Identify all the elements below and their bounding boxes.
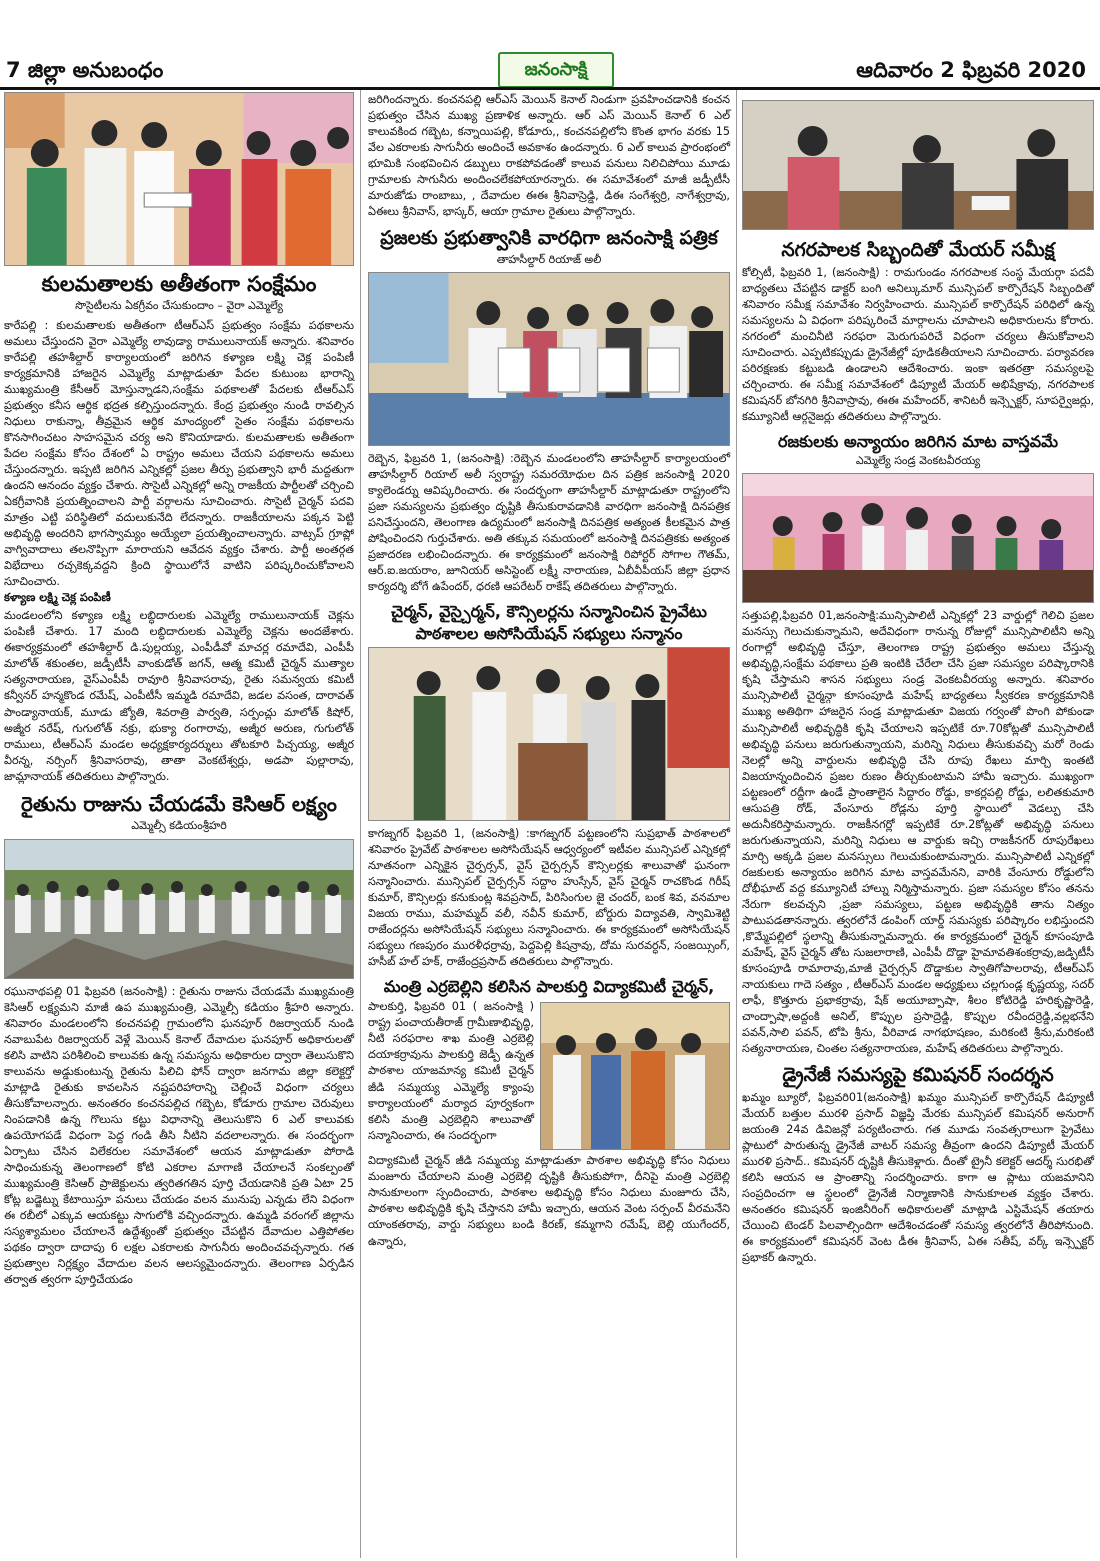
article-calendar-body: రెబ్బెన, ఫిబ్రవరి 1, (జనంసాక్షి) :రెబ్బెన మండలంలోని తాహసీల్దార్ కార్యాలయంలో తాహసీల్దార్ రియాల్ అలీ స్వరాష్ట్ర సమరయోధుల దిన పత్రిక జనంసాక్షి 2020 క్యాలెండర్ను ఆవిష్కరించారు. ఈ సందర్భంగా తాహసీల్దార్ మాట్లాడుతూ రాష్ట్రంలోని ప్రజా సమస్యలను ప్రభుత్వం దృష్టికి తీసుకురావడానికి వారధిగా జనంసాక్షి దినపత్రిక పనిచేస్తుందని, తెలంగాణ ఉద్యమంలో జనంసాక్షి దినపత్రిక అత్యంత కీలకమైన పాత్ర పోషించిందని గుర్తుచేశారు. అతి తక్కువ సమయంలో జనంసాక్షి దినపత్రికకు అత్యంత ప్రజాదరణ లభించిందన్నారు. ఈ కార్యక్రమంలో జనంసాక్షి రిపోర్టర్ సోగాల గౌతమ్, ఆర్.ఐ.జయరాం, జూనియర్ అసిస్టెంట్ లక్ష్మీ నారాయణ, ఏబీవీపీయస్ జిల్లా ప్రధాన కార్యదర్శి బోగే ఉపేందర్, ధరణి ఆపరేటర్ రాకేష్ తదితరులు పాల్గొన్నారు. xyxy=(368,451,730,594)
masthead-logo: జనంసాక్షి xyxy=(498,52,614,88)
headline-farmer: రైతును రాజును చేయడమే కెసిఆర్ లక్ష్యం xyxy=(21,791,337,816)
byline-welfare: సొసైటీలను ఏకగ్రీవం చేసుకుందాం – వైరా ఎమ్మెల్యే xyxy=(75,299,283,313)
page-label: 7 జిల్లా అనుబంధం xyxy=(6,58,164,82)
headline-private-schools-2: పాఠశాలల అసోసియేషన్ సభ్యులు సన్మానం xyxy=(415,623,683,643)
canal-inspection-photo xyxy=(4,839,354,979)
column-divider xyxy=(360,90,361,1558)
article-felicitation-body: కాగజ్నగర్ ఫిబ్రవరి 1, (జనంసాక్షి) :కాగజ్నగర్ పట్టణంలోని సుప్రభాత్ పాఠశాలలో శనివారం ప్రైవేట్ పాఠశాలల అసోసియేషన్ ఆధ్వర్యంలో ఇటీవల మున్సిపల్ ఎన్నికల్లో నూతనంగా ఎన్నికైన చైర్పర్సన్, వైస్ చైర్పర్సన్ కౌన్సిలర్లకు శాలువాతో ఘనంగా సన్మానించారు. మున్సిపల్ చైర్పర్సన్ సద్దాం హుస్సేన్, వైస్ చైర్మన్ రాచకొండ గిరీష్ కుమార్, కౌన్సిలర్లు కనుకుంట్ల శివప్రసాద్, పిరిసింగుల జై చందర్, బంక శివ, వనమాల విజయ రాము, మహమ్మద్ వలీ, నవీన్ కుమార్, బోర్డురు విద్యావతి, స్వామిశెట్టి రాజేందర్లను అసోసియేషన్ సభ్యులు సన్మానించారు. ఈ కార్యక్రమంలో అసోసియేషన్ సభ్యులు గణపురం మురళీధర్రావు, పెద్దపెల్లి కిషన్రావు, దోమ సురవర్ధన్, సంజయ్సింగ్, హసీబ్ హల్ హక్, రాజేంద్రప్రసాద్ తదితరులు పాల్గొన్నారు. xyxy=(368,826,730,969)
headline-rajakulu: రజకులకు అన్యాయం జరిగిన మాట వాస్తవమే xyxy=(778,432,1058,451)
article-palakurthi-body: విద్యాకమిటీ చైర్మన్ జీడి సమ్మయ్య మాట్లాడుతూ పాఠశాల అభివృద్ధి కోసం నిధులు మంజూరు చేయాలని మంత్రి ఎర్రబెల్లి దృష్టికి తీసుకుపోగా, దీనిపై మంత్రి ఎర్రబెల్లి సానుకూలంగా స్పందించారు, పాఠశాల అభివృద్ధి కోసం నిధులు మంజూరు చేసి, పాఠశాల అభివృద్ధికి కృషి చేస్తానని హామీ ఇచ్చారు, ఆయన వెంట సర్పంచ్ వీరమనేని యాంకతరావు, వార్డు సభ్యులు బండి కిరణ్, కమ్మగాని రమేష్, బెల్లి యుగేందర్, ఉన్నారు, xyxy=(368,1154,730,1248)
column-2 xyxy=(368,92,730,1250)
column-3 xyxy=(742,92,1094,1266)
headline-private-schools-1: చైర్మన్, వైస్చైర్మన్, కౌన్సిలర్లను సన్మానించిన ప్రైవేటు xyxy=(391,602,707,622)
headline-palakurthi: మంత్రి ఎర్రబెల్లిని కలిసిన పాలకుర్తి విద్యాకమిటీ చైర్మన్, xyxy=(383,977,715,997)
headline-drainage: డ్రైనేజీ సమస్యపై కమిషనర్ సందర్శన xyxy=(782,1063,1054,1086)
article-farmer-body: రఘునాథపల్లి 01 ఫిబ్రవరి (జనంసాక్షి) : రైతును రాజును చేయడమే ముఖ్యమంత్రి కెసిఆర్ లక్ష్యమని మాజీ ఉప ముఖ్యమంత్రి, ఎమ్మెల్సీ కడియం శ్రీహరి అన్నారు. శనివారం మండలంలోని కంచనపల్లి గ్రామంలోని ఘనపూర్ రిజర్వాయర్ నుండి నవాబుపేట రిజర్వాయర్ వెళ్లే మెయిన్ కెనాల్ దేవాదుల ఘనపూర్ అధికారులతో కలిసి వాటిని పరిశీలించి కాలువకు ఉన్న సమస్యను అధికారుల ద్వారా తెలుసుకొని కాలువను అడ్డుకుంటున్న రైతును పిలిచి ఫోన్ ద్వారా జనగామ జిల్లా కలెక్టర్తో మాట్లాడి రైతుకు కావలసిన నష్టపరిహారాన్ని చెల్లించే విధంగా చర్యలు తీసుకోవాలన్నారు. అనంతరం కంచనపల్లిచ గబ్బెట, కోడూరు గ్రామాల చెరువులు నింపడానికి ఉన్న గొలుసు కట్టు విధానాన్ని తెలుసుకొని 6 ఎల్ కాలువకు ఉపయోగపడే విధంగా పెద్ద గండి తీసి నీటిని వదలాలన్నారు. ఈ సందర్భంగా ఏర్పాటు చేసిన విలేకరుల సమావేశంలో ఆయన మాట్లాడుతూ పోరాడి సాధించుకున్న తెలంగాణలో కోటి ఎకరాల మాగాణి చేయాలనే సంకల్పంతో ముఖ్యమంత్రి కెసిఆర్ ప్రాజెక్టులను త్వరితగతిన పూర్తి చేయడానికి ప్రతి ఏటా 25 కోట్ల బడ్జెట్ను కేటాయిస్తూ పనులు చేయడం వలన మునుపు ఎన్నడు లేని విధంగా ఈ రబీలో ఎక్కువ ఆయకట్టు సాగులోకి వచ్చిందన్నారు. ఉమ్మడి వరంగల్ జిల్లాను సస్యశ్యామలం చేయాలనే ఉద్దేశ్యంతో ప్రభుత్వం చేపట్టిన దేవాదుల ఎత్తిపోతల పథకం ద్వారా దాదాపు 6 లక్షల ఎకరాలకు సాగునీరు అందించవచ్చన్నారు. గత ప్రభుత్వాల నిర్లక్ష్యం వేదాదుల వలన ఆలస్యమైందన్నారు. తెలంగాణ ఏర్పడిన తర్వాత త్వరగా పూర్తిచేయడం xyxy=(4,984,354,1286)
subhead-kalyana-lakshmi: కళ్యాణ లక్ష్మి చెక్ల పంపిణీ xyxy=(4,591,111,605)
article-welfare-body: కారేపల్లి : కులమతాలకు అతీతంగా టీఆర్ఎస్ ప్రభుత్వం సంక్షేమ పథకాలను అమలు చేస్తుందని వైరా ఎమ్మెల్యే లావుడ్యా రాములునాయక్ అన్నారు. శనివారం కారేపల్లి తహశీల్దార్ కార్యాలయంలో జరిగిన కళ్యాణ లక్ష్మి చెక్ల పంపిణీ కార్యక్రమానికి హాజరైన ఎమ్మెల్యే మాట్లాడుతూ పేదల కుటుంబ భారాన్ని ముఖ్యమంత్రి కేసీఆర్ మోస్తున్నాడని,సంక్షేమ పథకాలతో పేదలకు టీఆర్ఎస్ ప్రభుత్వం కనీస ఆర్థిక భద్రత కల్పిస్తుందన్నారు. కేంద్ర ప్రభుత్వం నుండి రావల్సిన నిధులు రాకున్నా, తీవ్రమైన ఆర్థిక మాంద్యంలో సైతం సంక్షేమ పథకాలను కొనసాగించటం సాహసమైన చర్య అని కొనియాడారు. కులమతాలకు అతీతంగా పేదల సంక్షేమ కోసం దేశంలో ఏ రాష్ట్రం అమలు చేయని పథకాలను అమలు చేస్తుందన్నారు. ఇప్పటి జరిగిన ఎన్నికల్లో ప్రజల తీర్పు ప్రభుత్వాని భారీ మద్దతుగా ఉందని ఆనందం వ్యక్తం చేశారు. సొసైటీ ఎన్నికల్లో అన్ని రాజకీయ పార్టీలతో చర్చించి ఏకగ్రీవానికి ప్రయత్నించాలని పార్టీ వర్గాలను సూచించారు. సొసైటీ చైర్మన్ పదవి మాత్రం ఎట్టి పరిస్థితిలో వదులుకునేది లేదన్నారు. రాజకీయాలను పక్కన పెట్టి అభివృద్ధి అందరిని భాగస్వామ్యం అయ్యేలా ప్రయత్నించాలన్నారు. వాట్సప్ గ్రూప్లో వాగ్వివాదాలు తలనొప్పిగా మారాయని ఆవేదన వ్యక్తం చేశారు. పార్టీ అంతర్గత విభేదాలు రచ్చకెక్కవద్దని క్రింది స్థాయిలోనే వాటిని పరిష్కరించుకోవాలని సూచించారు. xyxy=(4,319,354,589)
page-header xyxy=(0,0,1100,86)
article-drainage-body: ఖమ్మం బ్యూరో, ఫిబ్రవరి01(జనంసాక్షి) ఖమ్మం మున్సిపల్ కార్పొరేషన్ డిప్యూటీ మేయర్ బత్తుల మురళి ప్రసాద్ విజ్ఞప్తి మేరకు మున్సిపల్ కమిషనర్ అనురాగ్ జయంతి 24వ డివిజన్లో పర్యటించారు. గత మూడు సంవత్సరాలుగా ప్రైవేటు ప్లాటులో పారుతున్న డ్రైనేజీ వాటర్ సమస్య తీవ్రంగా ఉందని డిప్యూటీ మేయర్ మురళి ప్రసాద్.. కమిషనర్ దృష్టికి తీసుకెళ్లారు. దీంతో ట్రైనీ కలెక్టర్ ఆదర్శ్ సురభితో కలిసి ఆయన ఆ ప్రాంతాన్ని సందర్శించారు. కాగా ఆ ప్లాటు యజమానిని సంప్రదించగా ఆ స్థలంలో డ్రైనేజీ నిర్మాణానికి సానుకూలత వ్యక్తం చేశారు. అనంతరం కమిషనర్ ఇంజినీరింగ్ అధికారులతో మాట్లాడి ఎస్టిమేషన్ తయారు చేయించి టెండర్ పిలవాల్సిందిగా ఆదేశించడంతో సమస్య త్వరలోనే తీరిపోనుంది. ఈ కార్యక్రమంలో కమిషనర్ వెంట డీఈ శ్రీనివాస్, ఏఈ సతీష్, వర్క్ ఇన్స్పెక్టర్ ప్రభాకర్ ఉన్నారు. xyxy=(742,1090,1094,1264)
mayor-review-photo xyxy=(742,100,1094,230)
header-rule xyxy=(0,87,1100,90)
column-divider xyxy=(736,90,737,1558)
headline-janamsakshi-bridge: ప్రజలకు ప్రభుత్వానికి వారధిగా జనంసాక్షి పత్రిక xyxy=(380,227,718,250)
calendar-release-photo xyxy=(368,272,730,446)
article-palakurthi-lead: పాలకుర్తి, ఫిబ్రవరి 01 ( జనంసాక్షి ) రాష్ట్ర పంచాయతీరాజ్ గ్రామీణాభివృద్ధి, నీటి సరఫరాల శాఖ మంత్రి ఎర్రబెల్లి దయాకర్రావును పాలకుర్తి జెడ్పీ ఉన్నత పాఠశాల యాజమాన్య కమిటీ చైర్మన్ జీడి సమ్మయ్య ఎమ్మెల్యే క్యాంపు కార్యాలయంలో మర్యాద పూర్వకంగా కలిసి మంత్రి ఎర్రబెల్లిని శాలువాతో సన్మానించారు, ఈ సందర్భంగా xyxy=(368,1000,534,1142)
article-farmer-continued: జరిగిందన్నారు. కంచనపల్లి ఆర్ఎస్ మెయిన్ కెనాల్ నిండుగా ప్రవహించడానికి కంచన ప్రభుత్వం చేసిన ముఖ్య ప్రణాళిక అన్నారు. ఆర్ ఎస్ మెయిన్ కెనాల్ 6 ఎల్ కాలువకింద గబ్బెట, కన్నాయిపల్లి, కోడూరు,, కంచనపల్లిలోని కొంత భాగం వరకు 15 వేల ఎకరాలకు సాగునీరు అందించే అవకాశం ఉందన్నారు. 6 ఎల్ కాలువ ప్రారంభంలో భూమికి సంభవించిన డబ్బులు రాకపోవడంతో కాలువ పనులు నిలిచిపోయి మూడు గ్రామాలకు సాగునీరు అందించలేకపోయారన్నారు. ఈ సమావేశంలో మాజీ జడ్పీటీసీ మారుజోడు రాంబాబు, , దేవాదుల ఈఈ శ్రీనివాస్రెడ్డి, డిఈ సంగేశ్వర్రి, నాగేశ్వర్రావు, ఏఈలు శ్రీనివాస్, భాస్కర్, ఆయా గ్రామాల రైతులు పాల్గొన్నారు. xyxy=(368,93,730,219)
byline-sandra: ఎమ్మెల్యే సండ్ర వెంకటవీరయ్య xyxy=(855,454,981,468)
minister-meeting-photo xyxy=(540,1002,730,1150)
felicitation-photo xyxy=(368,647,730,821)
article-rajakulu-body: సత్తుపల్లి,ఫిబ్రవరి 01,జనంసాక్షి:మున్సిపాలిటీ ఎన్నికల్లో 23 వార్డుల్లో గెలిచి ప్రజల మనస్సు గెలుచుకున్నామని, అదేవిధంగా రానున్న రోజుల్లో మున్సిపాలిటీని అన్ని రంగాల్లో అభివృద్ధి చేస్తూ, తెలంగాణ రాష్ట్ర ప్రభుత్వం అమలు చేస్తున్న అభివృద్ధి,సంక్షేమ పథకాలు ప్రతి ఇంటికి చేరేలా చేసి ప్రజా సమస్యల పరిష్కారానికి కృషి చేస్తామని శాసన సభ్యులు సండ్ర వెంకటవీరయ్య అన్నారు. శనివారం మున్సిపాలిటీ చైర్మన్గా కూసంపూడి మహేష్ బాధ్యతలు స్వీకరణ కార్యక్రమానికి ముఖ్య అతిథిగా హాజరైన సండ్ర మాట్లాడుతూ విజయ గర్వంతో పొంగి పోకుండా మున్సిపాలిటీ అభివృద్ధికి కృషి చేయాలని ఇప్పటికే రూ.70కోట్లతో మున్సిపాలిటీ అభివృద్ధి పనులు జరుగుతున్నాయని, మరిన్ని నిధులు తీసుకువచ్చి మరో రెండు నెలల్లో అన్ని వార్డులను అభివృద్ధి చేసి రూపు రేఖలు మార్చి ఇంతటి విజయాన్నందించిన ప్రజల రుణం తీర్చుకుంటామని హామీ ఇచ్చారు. ముఖ్యంగా పట్టణంలో రద్దీగా ఉండే ప్రాంతాలైన సిద్దారం రోడ్డు, కాకర్లపల్లి రోడ్డు, లలితకుమారి ఆసుపత్రి రోడ్, వేంసూరు రోడ్లను పూర్తి స్థాయిలో వెడల్పు చేసి అదునీకరిస్తామన్నారు. రాజకీనగర్లో ఇప్పటికే రూ.2కోట్లతో అభివృద్ధి పనులు జరుగుతున్నాయని, మరిన్ని నిధులు ఆ వార్డుకు ఇచ్చి రాజకీనగర్ రూపురేఖలు మార్చి అక్కడి ప్రజల మనస్సులు గెలుచుకుంటామన్నారు. మున్సిపాలిటీ ఎన్నికల్లో రజకులకు అన్యాయం జరిగిన మాట వాస్తవమేనని, వారికి వేంసూరు రోడ్డులోని దోభీఘాట్ వద్ద కమ్యూనిటీ హాల్ను నిర్మిస్తామన్నారు. ప్రజా సమస్యల కోసం తనను నేరుగా కలవచ్చని ,ప్రజా సమస్యలు, పట్టణ అభివృద్ధికి తాను నిత్యం పాటుపడతానన్నారు. త్వరలోనే డంపింగ్ యార్డ్ సమస్యకు పరిష్కారం లభిస్తుందని ,కొమ్మేపల్లిలో స్థలాన్ని తీసుకున్నామన్నారు. ఈ కార్యక్రమంలో చైర్మన్ కూసంపూడి మహేష్, వైస్ చైర్మన్ తోట సుజలారాణి, ఎంపీపీ దొడ్డా హైమావతిశంకర్రావు,జడ్పిటీసీ కూసంపూడి రామారావు,మాజీ చైర్పర్సన్ దొడ్డాకుల స్వాతిగోపాలరావు, టీఆర్ఎస్ నాయకులు గాదె సత్యం , టీఆర్ఎస్ మండల అధ్యక్షులు చల్లగుండ్ల కృష్ణయ్య, సదర్ లాఫీ, కొత్తూరు ప్రభాకర్రావు, షేక్ అయూబ్పాషా, శీలం కోటిరెడ్డి హరికృష్ణారెడ్డి, చాంద్పాషా,అద్దంకి అనిల్, కొప్పుల ప్రసాద్రెడ్డి, కొప్పుల రవీందర్రెడ్డి,వల్లభనేని పవన్,సాలి పవన్, టోపి శ్రీను, వీరివాడ నాగభూషణం, మరికంటి శ్రీను,మరికంటి సత్యనారాయణ, చింతల సత్యనారాయణ, మహేష్ తదితరులు పాల్గొన్నారు. xyxy=(742,609,1094,1055)
headline-mayor-review: నగరపాలక సిబ్బందితో మేయర్ సమీక్ష xyxy=(781,239,1055,261)
headline-welfare: కులమతాలకు అతీతంగా సంక్షేమం xyxy=(41,272,317,296)
issue-date: ఆదివారం 2 ఫిబ్రవరి 2020 xyxy=(856,58,1086,82)
cheque-distribution-photo xyxy=(4,92,354,266)
article-mayor-body: కోల్సిటీ, ఫిబ్రవరి 1, (జనంసాక్షి) : రామగుండం నగరపాలక సంస్థ మేయర్గా పదవీ బాధ్యతలు చేపట్టిన డాక్టర్ బంగి అనిల్కుమార్ మున్సిపల్ కార్పొరేషన్ సిబ్బందితో శనివారం సమీక్ష సమావేశం నిర్వహించారు. మున్సిపల్ కార్పొరేషన్ పరిధిలో ఉన్న సమస్యలను ఏ విధంగా పరిష్కరించే మార్గాలను చూపాలని అధికారులను కోరారు. నగరంలో మంచినీటి సరఫరా మెరుగుపరిచే విధంగా చర్యలు తీసుకోవాలని సూచించారు. ఎప్పటికప్పుడు డ్రైనేజీల్లో పూడికతీయాలని సూచించారు. పర్యావరణ పరిరక్షణకు కట్టుబడి ఉండాలని ఆదేశించారు. ఇంకా ఇతరత్రా సమస్యలపై చర్చించారు. ఈ సమీక్ష సమావేశంలో డిప్యూటీ మేయర్ అభిషేక్రావు, నగరపాలక కమిషనర్ బోనగిరి శ్రీనివాస్రావు, ఈఈ మహేందర్, శానిటరీ ఇన్స్పెక్టర్, సూపర్వైజర్లు, కమ్యూనిటీ ఆర్గనైజర్లు తదితరులు పాల్గొన్నారు. xyxy=(742,265,1094,423)
palakurthi-block xyxy=(368,999,730,1153)
chairman-ceremony-photo xyxy=(742,473,1094,603)
byline-farmer: ఎమ్మెల్సీ కడియంశ్రీహరి xyxy=(131,818,227,832)
article-welfare-body-2: మండలంలోని కళ్యాణ లక్ష్మి లబ్ధిదారులకు ఎమ్మెల్యే రాములునాయక్ చెక్లను పంపిణీ చేశారు. 17 మంది లబ్ధిదారులకు ఎమ్మెల్యే చెక్లను అందజేశారు. ఈకార్యక్రమంలో తహశీల్దార్ డి.పుల్లయ్య, ఎంపీడీవో మాచర్ల రమాదేవి, ఎంపీపీ మాలోత్ శకుంతల, జడ్పీటీసీ వాంకుడోత్ జగన్, ఆత్మ కమిటీ చైర్మన్ ముత్యాల సత్యనారాయణ, వైస్ఎంపీపీ రావూరి శ్రీనివాసరావు, రైతు సమన్వయ కమిటీ కన్వీనర్ హన్మకొండ రమేష్, ఎంపీటీసీ ఇమ్మడి రమాదేవి, జడల వసంత, దారావత్ పాండ్యానాయక్, మూడు జ్యోతి, శివరాత్రి పార్వతి, సర్పంచ్లు మాలోత్ కిషోర్, అజ్మీర నరేష్, గుగులోత్ నక్రు, భుక్యా రంగారావు, అజ్మీర అరుణ, గుగులోత్ రాములు, టీఆర్ఎస్ మండల అధ్యక్షకార్యదర్శులు తోటకూరి పిచ్చయ్య, అజ్మీర వీరన్న, నర్సింగ్ శ్రీనివాసరావు, తాతా వెంకటేశ్వర్లు, అడపా పుల్లారావు, జామ్లానాయక్ తదితరులు పాల్గొన్నారు. xyxy=(4,609,354,783)
column-1 xyxy=(4,92,354,1288)
byline-tahsildar: తాహసీల్దార్ రియాజ్ అలీ xyxy=(496,252,602,266)
